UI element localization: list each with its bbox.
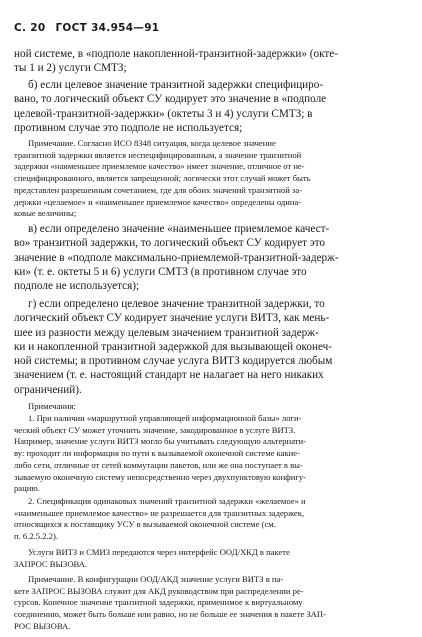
text-line: 1. При наличии «маршрутной управляющей информационной базы» логи- [28, 413, 302, 423]
text-line: Услуги ВИТЗ и СМИЗ передаются через интерфейс ООД/ХКД в пакете [28, 547, 290, 557]
standard-id: ГОСТ 34.954—91 [55, 22, 160, 34]
text-line: значением (т. е. настоящий стандарт не налагает на него никаких [14, 369, 324, 382]
services-paragraph [14, 547, 408, 570]
item-g [14, 297, 408, 397]
text-line: относящихся к поставщику УСУ в вызываемой оконечной системе (см. [14, 519, 276, 530]
text-line: противном случае это подполе не используется; [14, 121, 243, 134]
paragraph-continuation [14, 47, 408, 76]
text-line: сурсов. Конечное значение транзитной задержки, применимое к виртуальному [14, 597, 303, 608]
text-line: кете ЗАПРОС ВЫЗОВА служит для АКД руководством при распределении ре- [14, 585, 304, 596]
text-line: специфицированного, является запрещенной; логически этот случай может быть [14, 173, 311, 184]
text-line: подполе не используется); [14, 280, 140, 293]
text-line: Примечание. Согласно ИСО 8348 ситуация, когда целевое значение [28, 138, 276, 148]
text-line: Примечание. В конфигурации ООД/АКД значение услуги ВИТЗ в па- [28, 574, 284, 584]
text-line: п. 6.2.5.2.2). [14, 531, 58, 542]
text-line: ограничений). [14, 383, 82, 396]
text-line: во» транзитной задержки, то логический объект СУ кодирует это [14, 237, 325, 250]
text-line: соединению, может быть больше или равно, но не больше ее значения в пакете ЗАП- [14, 609, 326, 620]
text-line: представлен разрешенным сочетанием, где для обоих значений транзитной за- [14, 184, 303, 195]
text-line: в) если определено значение «наименьшее приемлемое качест- [28, 223, 330, 235]
text-line: ческий объект СУ может уточнить значение, закодированное в услуге ВИТЗ. [14, 424, 296, 435]
text-line: «наименьшее приемлемое качество» не разрешается для транзитных задержек, [14, 507, 305, 518]
text-line: задержки «наименьшее приемлемое качество» имеет значение, отличное от не- [14, 161, 305, 172]
text-line: значение в «подполе максимально-приемлемой-транзитной-задерж- [14, 251, 339, 264]
text-line: ву: проходит ли информация по пути к вызываемой оконечной системе какие- [14, 448, 300, 459]
text-line: логический объект СУ кодирует значение услуги ВИТЗ, как мень- [14, 312, 330, 325]
text-line: ковые величины; [14, 208, 77, 219]
text-line: держки «целаемое» и «наименьшее приемлемое качество» определены одина- [14, 196, 302, 207]
text-line: ной системе, в «подполе накопленной-транзитной-задержки» (окте- [14, 48, 338, 60]
note-1 [14, 138, 408, 220]
page-number: С. 20 [14, 22, 46, 34]
text-line: либо сети, отличные от сетей коммутации пакетов, или же она поступает в вы- [14, 459, 303, 470]
text-line: ты 1 и 2) услуги СМТЗ; [14, 62, 127, 75]
page-header [14, 22, 165, 34]
text-line: целевой-транзитной-задержки» (октеты 3 и 4) услуги СМТЗ; в [14, 107, 313, 120]
text-line: зываемую оконечную систему непосредственно через двухпунктовую конфигу- [14, 471, 307, 482]
text-line: ЗАПРОС ВЫЗОВА. [14, 558, 88, 569]
text-line: транзитной задержки является неспецифицированным, а значение транзитной [14, 149, 302, 160]
text-line: вано, то логический объект СУ кодирует это значение в «подполе [14, 93, 327, 106]
text-line: РОС ВЫЗОВА. [14, 620, 71, 631]
item-v [14, 222, 408, 293]
note-configuration [14, 574, 408, 633]
note-item-2 [14, 496, 408, 543]
text-line: Например, значение услуги ВИТЗ могло бы учитывать следующую альтернати- [14, 436, 306, 447]
text-line: рацию. [14, 483, 40, 494]
text-line: ки» (т. е. октеты 5 и 6) услуги СМТЗ (в противном случае это [14, 265, 307, 278]
text-line: ной системы; в противном случае услуга ВИТЗ кодируется любым [14, 355, 333, 368]
text-line: б) если целевое значение транзитной задержки специфициро- [28, 79, 324, 91]
text-line: ки и накопленной транзитной задержкой для вызывающей оконеч- [14, 340, 333, 353]
text-line: 2. Спецификация одинаковых значений транзитной задержки «желаемое» и [28, 496, 306, 506]
note-item-1 [14, 413, 408, 495]
text-line: Примечания: [28, 401, 76, 411]
notes-title [14, 401, 408, 413]
text-line: шее из разности между целевым значением транзитной задерж- [14, 326, 319, 339]
text-line: г) если определено целевое значение транзитной задержки, то [28, 298, 325, 310]
item-b [14, 78, 408, 135]
